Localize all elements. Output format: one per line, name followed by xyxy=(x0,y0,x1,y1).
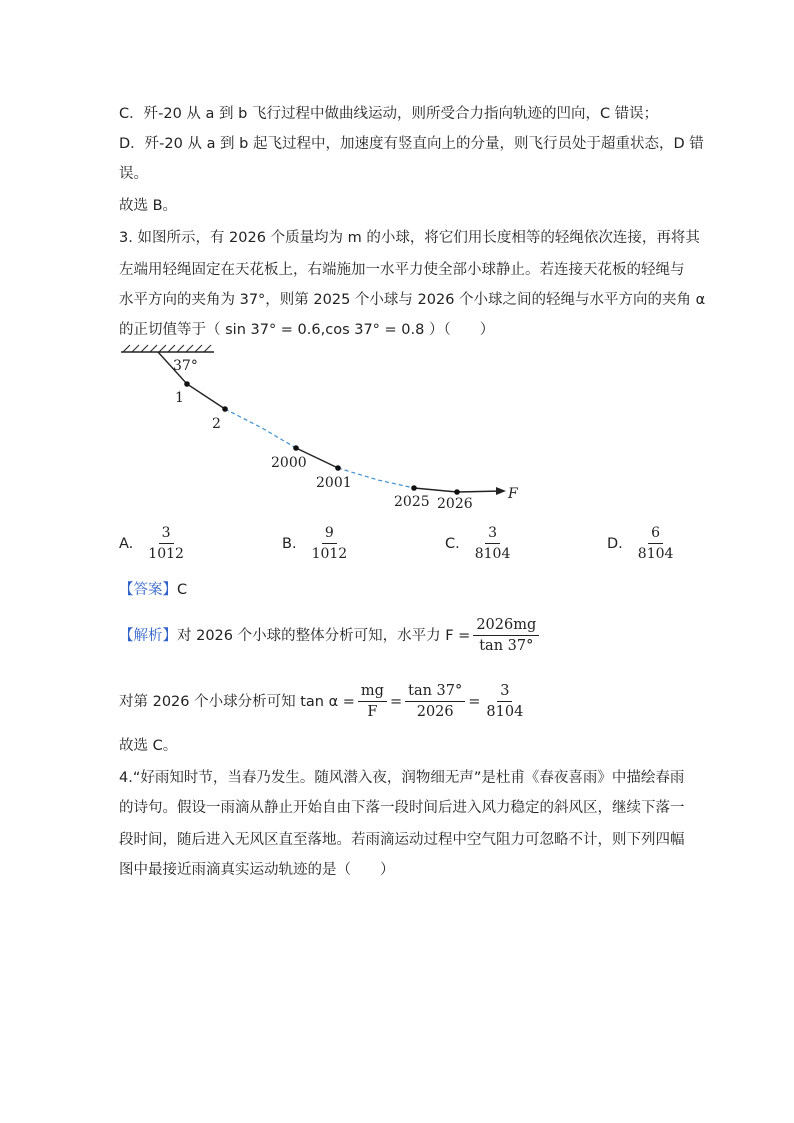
option-b-numerator: 9 xyxy=(322,524,337,544)
q3-stem-line4: 的正切值等于（ sin 37° = 0.6,cos 37° = 0.8 ）（ ） xyxy=(119,322,495,338)
q2-choose-line: 故选 B。 xyxy=(119,198,178,214)
ball-label-2: 2 xyxy=(212,416,221,432)
ball-1 xyxy=(184,381,190,387)
q4-line3: 段时间，随后进入无风区直至落地。若雨滴运动过程中空气阻力可忽略不计，则下列四幅 xyxy=(119,832,685,848)
ball-label-1: 1 xyxy=(175,390,184,406)
force-label: F xyxy=(508,486,518,502)
q2-option-d-explanation-line2: 误。 xyxy=(119,166,148,182)
q3-stem-line2: 左端用轻绳固定在天花板上，右端施加一水平力使全部小球静止。若连接天花板的轻绳与 xyxy=(119,262,685,278)
analysis-line2-text: 对第 2026 个小球分析可知 tan α = xyxy=(119,693,355,710)
option-c xyxy=(445,524,516,563)
q3-choose-line: 故选 C。 xyxy=(119,738,178,754)
ball-2001 xyxy=(335,465,341,471)
frac1-numerator: mg xyxy=(358,682,387,702)
ball-2 xyxy=(222,406,228,412)
ball-2026 xyxy=(454,489,460,495)
option-d-denominator: 8104 xyxy=(637,546,674,562)
answer-line xyxy=(119,580,187,600)
angle-label: 37° xyxy=(173,358,198,374)
option-b xyxy=(282,524,353,563)
analysis-tag: 【解析】 xyxy=(119,627,177,644)
q4-line4: 图中最接近雨滴真实运动轨迹的是（ ） xyxy=(119,862,395,878)
frac2-numerator: tan 37° xyxy=(405,682,465,702)
option-d-letter: D. xyxy=(607,535,623,552)
option-b-denominator: 1012 xyxy=(311,546,348,562)
option-c-numerator: 3 xyxy=(485,524,500,544)
option-a-letter: A. xyxy=(119,535,134,552)
force-arrow-head xyxy=(496,487,506,495)
frac2-denominator: 2026 xyxy=(416,704,454,720)
q3-stem-line1: 3. 如图所示，有 2026 个质量均为 m 的小球，将它们用长度相等的轻绳依次连接，再将其 xyxy=(119,230,700,246)
frac3-numerator: 3 xyxy=(497,682,512,702)
answer-value: C xyxy=(177,582,188,598)
ball-2000 xyxy=(293,445,299,451)
ceiling-hatching xyxy=(123,345,211,352)
analysis-line1 xyxy=(119,616,542,655)
option-a-numerator: 3 xyxy=(159,524,174,544)
q2-option-d-explanation-line1: D．歼-20 从 a 到 b 起飞过程中，加速度有竖直向上的分量，则飞行员处于超重状态，D 错 xyxy=(119,136,704,152)
ball-label-2025: 2025 xyxy=(394,494,430,510)
analysis-frac-denominator: tan 37° xyxy=(479,638,534,654)
q2-option-c-explanation: C．歼-20 从 a 到 b 飞行过程中做曲线运动，则所受合力指向轨迹的凹向，C 错误； xyxy=(119,106,659,122)
option-a xyxy=(119,524,190,563)
frac3-denominator: 8104 xyxy=(486,704,524,720)
option-d-numerator: 6 xyxy=(648,524,663,544)
ball-label-2000: 2000 xyxy=(271,455,307,471)
ball-2025 xyxy=(411,485,417,491)
ball-label-2001: 2001 xyxy=(316,475,352,491)
option-a-denominator: 1012 xyxy=(148,546,184,562)
ball-label-2026: 2026 xyxy=(437,496,473,512)
option-c-denominator: 8104 xyxy=(474,546,511,562)
q4-line2: 的诗句。假设一雨滴从静止开始自由下落一段时间后进入风力稳定的斜风区，继续下落一 xyxy=(119,800,685,816)
q3-stem-line3: 水平方向的夹角为 37°，则第 2025 个小球与 2026 个小球之间的轻绳与水平方向的夹角 α xyxy=(119,292,706,308)
q4-line1: 4.“好雨知时节，当春乃发生。随风潜入夜，润物细无声”是杜甫《春夜喜雨》中描绘春雨 xyxy=(119,770,685,786)
solid-rope-segments xyxy=(158,352,502,492)
analysis-text: 对 2026 个小球的整体分析可知，水平力 F = xyxy=(177,627,471,644)
option-c-letter: C. xyxy=(445,535,460,552)
q3-rope-figure xyxy=(0,340,794,520)
analysis-frac-numerator: 2026mg xyxy=(473,616,539,636)
option-b-letter: B. xyxy=(282,535,297,552)
answer-tag: 【答案】 xyxy=(119,582,177,598)
option-d xyxy=(607,524,679,563)
frac1-denominator: F xyxy=(367,704,378,720)
analysis-line2: 对第 2026 个小球分析可知 tan α = $\frac{mg}{F}$ = $\frac{\tan 37^\circ}{2026}$ = $\frac{3}{8104}$ xyxy=(119,682,529,721)
